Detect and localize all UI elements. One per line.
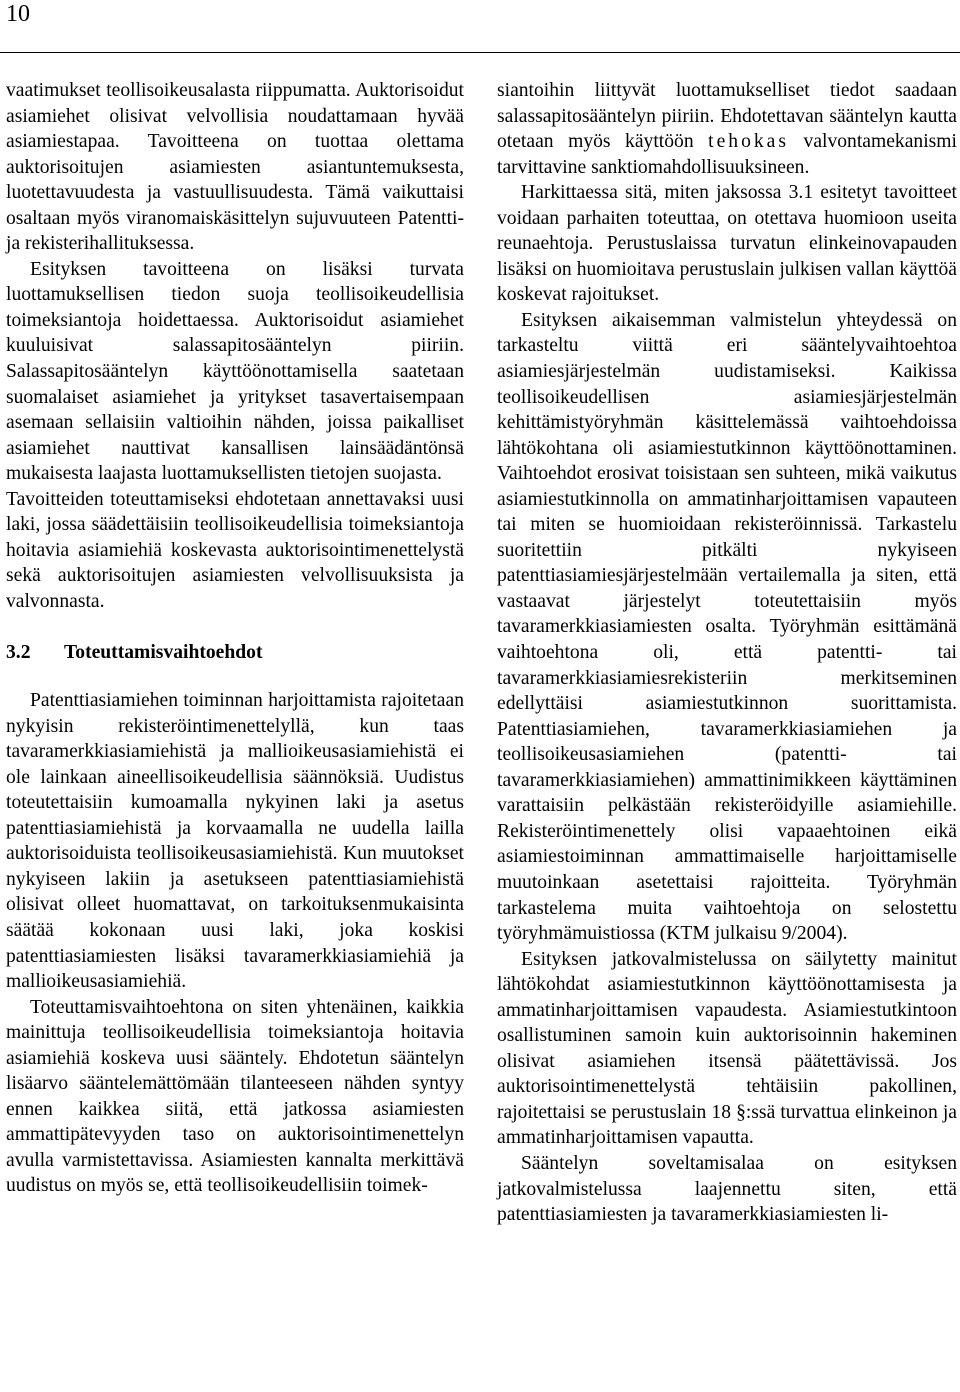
paragraph: Sääntelyn soveltamisalaa on esityksen jatkovalmistelussa laajennettu siten, että patenttiasiamiesten ja tavaramerkkiasiamiesten li- xyxy=(497,1152,957,1226)
paragraph xyxy=(497,78,957,180)
header-rule xyxy=(0,52,960,53)
right-column xyxy=(497,78,957,1228)
paragraph-text: valvontamekanismi tarvittavine sanktiomahdollisuuksineen. xyxy=(497,131,957,178)
paragraph: Esityksen jatkovalmistelussa on säilytetty mainitut lähtökohdat asiamiestutkinnon käyttöönottamisesta ja ammatinharjoittamisen vapaudesta. Asiamiestutkintoon osallistuminen samoin kuin auktorisoinnin hakeminen olisivat asiamiehen itsensä päätettävissä. Jos auktorisointimenettelystä tehtäisiin pakollinen, rajoitettaisi se perustuslain 18 §:ssä turvattua elinkeinon ja ammatinharjoittamisen vapautta. xyxy=(497,948,957,1149)
paragraph: Harkittaessa sitä, miten jaksossa 3.1 esitetyt tavoitteet voidaan parhaiten toteuttaa, on otettava huomioon useita reunaehtoja. Perustuslaissa turvatun elinkeinovapauden lisäksi on huomioitava perustuslain julkisen vallan käyttöä koskevat rajoitukset. xyxy=(497,182,957,306)
left-column xyxy=(6,78,464,1199)
paragraph-text: siantoihin liittyvät luottamukselliset tiedot saadaan salassapitosääntelyn piiriin. Ehdotettavan sääntelyn kautta otetaan myös käyttöön xyxy=(497,80,957,153)
section-heading xyxy=(6,640,464,666)
paragraph: Esityksen tavoitteena on lisäksi turvata luottamuksellisen tiedon suoja teollisoikeudellisia toimeksiantoja hoidettaessa. Auktorisoidut asiamiehet kuuluisivat salassapitosääntelyn piiriin. Salassapitosääntelyn käyttöönottamisella saatetaan suomalaiset asiamiehet ja yritykset tasavertaisempaan asemaan sellaisiin valtioihin nähden, joissa paikalliset asiamiehet nauttivat kansallisen lainsäädäntönsä mukaisesta laajasta luottamuksellisten tietojen suojasta. xyxy=(6,258,464,485)
section-number: 3.2 xyxy=(6,642,31,664)
paragraph: Toteuttamisvaihtoehtona on siten yhtenäinen, kaikkia mainittuja teollisoikeudellisia toimeksiantoja hoitavia asiamiehiä koskeva uusi sääntely. Ehdotetun sääntelyn lisäarvo sääntelemättömään tilanteeseen nähden syntyy ennen kaikkea siitä, että jatkossa asiamiesten ammattipätevyyden taso on auktorisointimenettelyn avulla varmistettavissa. Asiamiesten kannalta merkittävä uudistus on myös se, että teollisoikeudellisiin toimek- xyxy=(6,996,464,1197)
emphasized-word: tehokas xyxy=(708,131,790,153)
section-title: Toteuttamisvaihtoehdot xyxy=(64,642,263,664)
page-number: 10 xyxy=(6,1,30,27)
paragraph: Esityksen aikaisemman valmistelun yhteydessä on tarkasteltu viittä eri sääntelyvaihtoehtoa asiamiesjärjestelmän uudistamiseksi. Kaikissa teollisoikeudellisen asiamiesjärjestelmän kehittämistyöryhmän käsittelemässä vaihtoehdoissa lähtökohtana oli asiamiestutkinnon käyttöönottaminen. Vaihtoehdot erosivat toisistaan sen suhteen, mikä vaikutus asiamiestutkinnolla on ammatinharjoittamisen vapauteen tai miten se huomioidaan rekisteröinnissä. Tarkastelu suoritettiin pitkälti nykyiseen patenttiasiamiesjärjestelmään vertailemalla ja siten, että vastaavat järjestelyt toteutettaisiin myös tavaramerkkiasiamiesten osalta. Työryhmän esittämänä vaihtoehtona oli, että patentti- tai tavaramerkkiasiamiesrekisteriin merkitseminen edellyttäisi asiamiestutkinnon suorittamista. Patenttiasiamiehen, tavaramerkkiasiamiehen ja teollisoikeusasiamiehen (patentti- tai tavaramerkkiasiamiehen) ammattinimikkeen käyttäminen varattaisiin pelkästään rekisteröidyille asiamiehille. Rekisteröintimenettely olisi vapaaehtoinen eikä asiamiestoiminnan ammattimaiselle harjoittamiselle muutoinkaan asetettaisi rajoitteita. Työryhmän tarkastelema muita vaihtoehtoja on selostettu työryhmämuistiossa (KTM julkaisu 9/2004). xyxy=(497,309,957,945)
paragraph: Patenttiasiamiehen toiminnan harjoittamista rajoitetaan nykyisin rekisteröintimenettelyllä, kun taas tavaramerkkiasiamiehistä ja mallioikeusasiamiehistä ei ole lainkaan aineellisoikeudellisia säännöksiä. Uudistus toteutettaisiin kumoamalla nykyinen laki ja asetus patenttiasiamiehistä ja korvaamalla ne uudella lailla auktorisoiduista teollisoikeusasiamiehistä. Kun muutokset nykyiseen lakiin ja asetukseen patenttiasiamiehistä olisivat olleet huomattavat, on tarkoituksenmukaisinta säätää kokonaan uusi laki, joka koskisi patenttiasiamiesten lisäksi tavaramerkkiasiamiehiä ja mallioikeusasiamiehiä. xyxy=(6,690,464,993)
paragraph: Tavoitteiden toteuttamiseksi ehdotetaan annettavaksi uusi laki, jossa säädettäisiin teollisoikeudellisia toimeksiantoja hoitavia asiamiehiä koskevasta auktorisointimenettelystä sekä auktorisoitujen asiamiesten velvollisuuksista ja valvonnasta. xyxy=(6,488,464,612)
paragraph: vaatimukset teollisoikeusalasta riippumatta. Auktorisoidut asiamiehet olisivat velvollisia noudattamaan hyvää asiamiestapaa. Tavoitteena on tuottaa olettama auktorisoitujen asiamiesten asiantuntemuksesta, luotettavuudesta ja vastuullisuudesta. Tämä vaikuttaisi osaltaan myös viranomaiskäsittelyn sujuvuuteen Patentti- ja rekisterihallituksessa. xyxy=(6,80,464,255)
